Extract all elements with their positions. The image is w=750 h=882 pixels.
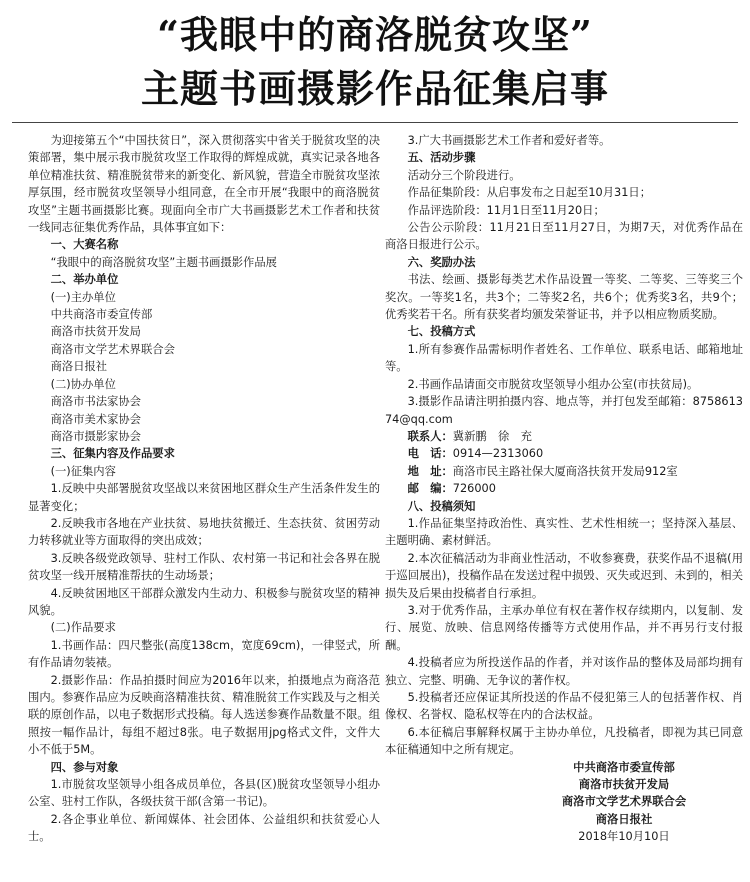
paragraph: 1.所有参赛作品需标明作者姓名、工作单位、联系电话、邮箱地址等。 [385, 342, 743, 374]
section-heading: 二、举办单位 [50, 273, 119, 287]
signature-org: 商洛市扶贫开发局 [578, 778, 670, 792]
section-heading: 八、投稿须知 [407, 499, 476, 513]
section-heading: 四、参与对象 [50, 760, 119, 774]
paragraph: 作品评选阶段：11月1日至11月20日； [407, 203, 605, 217]
paragraph: 5.投稿者还应保证其所投送的作品不侵犯第三人的包括著作权、肖像权、名誉权、隐私权等在内的合法权益。 [385, 691, 743, 722]
title-line-2: 主题书画摄影作品征集启事 [140, 66, 609, 111]
paragraph: 1.市脱贫攻坚领导小组各成员单位，各县(区)脱贫攻坚领导小组办公室、驻村工作队，各级扶贫干部(含第一书记)。 [28, 778, 380, 809]
section-heading: 三、征集内容及作品要求 [50, 447, 175, 461]
contact-zip [385, 480, 743, 497]
sub-heading: (二)协办单位 [50, 377, 116, 391]
section-heading: 六、奖励办法 [407, 255, 476, 269]
paragraph: 4.反映贫困地区干部群众激发内生动力、积极参与脱贫攻坚的精神风貌。 [28, 586, 380, 617]
intro-paragraph: 为迎接第五个“中国扶贫日”，深入贯彻落实中省关于脱贫攻坚的决策部署，集中展示我市脱贫攻坚工作取得的辉煌成就，真实记录各地各单位精准扶贫、精准脱贫带来的新变化、新风貌，营造全市脱贫攻坚浓厚氛围，经市脱贫攻坚领导小组同意，在全市开展“我眼中的商洛脱贫攻坚”主题书画摄影比赛。现面向全市广大书画摄影艺术工作者和扶贫一线同志征集优秀作品，具体事宜如下： [28, 134, 380, 235]
list-item: 商洛市美术家协会 [50, 412, 141, 426]
sub-heading: (一)主办单位 [50, 290, 116, 304]
paragraph: 作品征集阶段：从启事发布之日起至10月31日； [407, 186, 651, 200]
paragraph: 1.反映中央部署脱贫攻坚战以来贫困地区群众生产生活条件发生的显著变化； [28, 482, 380, 513]
contact-label: 联系人： [407, 429, 453, 443]
paragraph: 2.摄影作品：作品拍摄时间应为2016年以来，拍摄地点为商洛范围内。参赛作品应为反映商洛精准扶贫、精准脱贫工作实践及与之相关联的原创作品，以电子数据形式投稿。每人选送参赛作品数量不限。组照按一幅作品计，每组不超过8张。电子数据用jpg格式文件，文件大小不低于5M。 [28, 673, 380, 757]
address-value: 商洛市民主路社保大厦商洛扶贫开发局912室 [452, 464, 678, 478]
list-item: 商洛市摄影家协会 [50, 429, 141, 443]
address-label: 地 址： [407, 464, 453, 478]
contact-value: 冀新鹏 徐 充 [452, 429, 532, 443]
zip-label: 邮 编： [407, 482, 453, 496]
paragraph: 2.书画作品请面交市脱贫攻坚领导小组办公室(市扶贫局)。 [407, 377, 699, 391]
paragraph: 活动分三个阶段进行。 [407, 168, 521, 182]
phone-label: 电 话： [407, 447, 453, 461]
signature-org: 商洛日报社 [595, 812, 653, 826]
contact-person [385, 428, 743, 445]
paragraph: 1.书画作品：四尺整张(高度138cm，宽度69cm)，一律竖式，所有作品请勿装裱。 [28, 638, 380, 670]
title-divider [12, 122, 738, 123]
paragraph: 3.反映各级党政领导、驻村工作队、农村第一书记和社会各界在脱贫攻坚一线开展精准帮扶的生动场景； [28, 551, 380, 583]
list-item: 商洛日报社 [50, 360, 108, 374]
list-item: 商洛市扶贫开发局 [50, 325, 141, 339]
contact-address [385, 463, 743, 480]
paragraph: 公告公示阶段：11月21日至11月27日，为期7天，对优秀作品在商洛日报进行公示。 [385, 221, 743, 252]
paragraph: 3.广大书画摄影艺术工作者和爱好者等。 [407, 134, 611, 147]
contact-phone [385, 445, 743, 462]
list-item: 商洛市书法家协会 [50, 395, 141, 409]
list-item: 中共商洛市委宣传部 [50, 308, 153, 322]
paragraph: 书法、绘画、摄影每类艺术作品设置一等奖、二等奖、三等奖三个奖次。一等奖1名，共3个；二等奖2名，共6个；优秀奖3名，共9个；优秀奖若干名。所有获奖者均颁发荣誉证书，并予以相应物质奖励。 [385, 273, 743, 322]
paragraph: 2.各企事业单位、新闻媒体、社会团体、公益组织和扶贫爱心人士。 [28, 812, 380, 844]
sub-heading: (二)作品要求 [50, 621, 116, 635]
paragraph: 3.对于优秀作品，主承办单位有权在著作权存续期内，以复制、发行、展览、放映、信息网络传播等方式使用作品，并不再另行支付报酬。 [385, 603, 743, 652]
paragraph: 4.投稿者应为所投送作品的作者，并对该作品的整体及局部均拥有独立、完整、明确、无争议的著作权。 [385, 656, 743, 687]
section-heading: 五、活动步骤 [407, 151, 476, 165]
section-heading: 一、大赛名称 [50, 238, 119, 252]
signature-org: 中共商洛市委宣传部 [573, 760, 675, 774]
paragraph: 3.摄影作品请注明拍摄内容、地点等，并打包发至邮箱：875861374@qq.com [385, 395, 743, 426]
zip-value: 726000 [452, 482, 496, 496]
paragraph: 1.作品征集坚持政治性、真实性、艺术性相统一；坚持深入基层、主题明确、素材鲜活。 [385, 516, 743, 548]
paragraph: “我眼中的商洛脱贫攻坚”主题书画摄影作品展 [50, 255, 277, 269]
signature-date: 2018年10月10日 [578, 830, 670, 844]
section-heading: 七、投稿方式 [407, 325, 476, 339]
title-line-1: “我眼中的商洛脱贫攻坚” [157, 12, 593, 57]
phone-value: 0914—2313060 [452, 447, 544, 461]
paragraph: 2.本次征稿活动为非商业性活动，不收参赛费，获奖作品不退稿(用于巡回展出)，投稿作品在发送过程中损毁、灭失或迟到、未到的，相关损失及后果由投稿者自行承担。 [385, 551, 743, 600]
sub-heading: (一)征集内容 [50, 464, 116, 478]
list-item: 商洛市文学艺术界联合会 [50, 342, 175, 356]
left-column [28, 132, 380, 880]
right-column [385, 132, 743, 880]
paragraph: 2.反映我市各地在产业扶贫、易地扶贫搬迁、生态扶贫、贫困劳动力转移就业等方面取得的突出成效； [28, 516, 380, 548]
signature-org: 商洛市文学艺术界联合会 [561, 795, 687, 809]
paragraph: 6.本征稿启事解释权属于主协办单位，凡投稿者，即视为其已同意本征稿通知中之所有规定。 [385, 725, 743, 757]
